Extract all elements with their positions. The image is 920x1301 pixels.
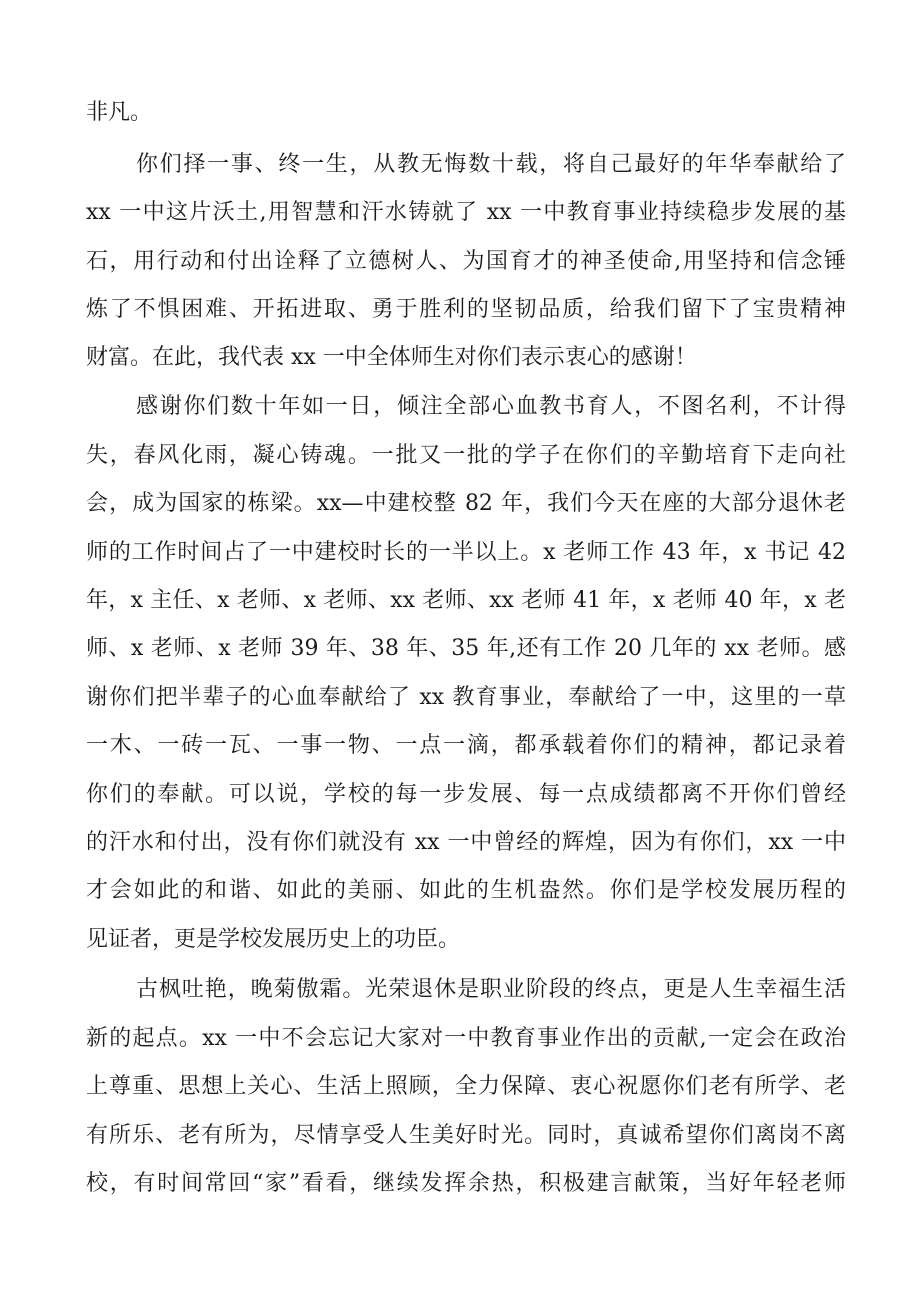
text-line: 才会如此的和谐、如此的美丽、如此的生机盎然。你们是学校发展历程的 — [86, 878, 846, 903]
text-line: 校，有时间常回“家”看看，继续发挥余热，积极建言献策，当好年轻老师 — [86, 1171, 846, 1196]
text-line: 石，用行动和付出诠释了立德树人、为国育才的神圣使命,用坚持和信念锤 — [86, 249, 846, 274]
text-line: 你们的奉献。可以说，学校的每一步发展、每一点成绩都离不开你们曾经 — [86, 782, 846, 807]
text-line: 炼了不惧困难、开拓进取、勇于胜利的坚韧品质，给我们留下了宝贵精神 — [86, 297, 846, 322]
text-line: 谢你们把半辈子的心血奉献给了 xx 教育事业，奉献给了一中，这里的一草 — [86, 685, 846, 710]
text-line: 财富。在此，我代表 xx 一中全体师生对你们表示衷心的感谢！ — [86, 345, 697, 370]
text-line: 有所乐、老有所为，尽情享受人生美好时光。同时，真诚希望你们离岗不离 — [86, 1123, 846, 1148]
text-line: xx 一中这片沃土,用智慧和汗水铸就了 xx 一中教育事业持续稳步发展的基 — [86, 200, 846, 225]
paragraph-first-line: 你们择一事、终一生，从教无悔数十载，将自己最好的年华奉献给了 — [136, 152, 846, 177]
paragraph-first-line: 感谢你们数十年如一日，倾注全部心血教书育人，不图名利，不计得 — [136, 394, 846, 419]
text-line: 会，成为国家的栋梁。xx—中建校整 82 年，我们今天在座的大部分退休老 — [86, 491, 846, 516]
text-line: 非凡。 — [86, 100, 153, 125]
text-line: 一木、一砖一瓦、一事一物、一点一滴，都承载着你们的精神，都记录着 — [86, 733, 846, 758]
text-line: 师的工作时间占了一中建校时长的一半以上。x 老师工作 43 年，x 书记 42 — [86, 540, 846, 565]
text-line: 上尊重、思想上关心、生活上照顾，全力保障、衷心祝愿你们老有所学、老 — [86, 1074, 846, 1099]
text-line: 新的起点。xx 一中不会忘记大家对一中教育事业作出的贡献,一定会在政治 — [86, 1026, 846, 1051]
text-line: 见证者，更是学校发展历史上的功臣。 — [86, 927, 461, 952]
text-line: 年，x 主任、x 老师、x 老师、xx 老师、xx 老师 41 年，x 老师 40 年，x 老 — [86, 588, 846, 613]
text-line: 师、x 老师、x 老师 39 年、38 年、35 年,还有工作 20 几年的 xx 老师。感 — [86, 636, 846, 661]
text-line: 失，春风化雨，凝心铸魂。一批又一批的学子在你们的辛勤培育下走向社 — [86, 443, 846, 468]
paragraph-first-line: 古枫吐艳，晚菊傲霜。光荣退休是职业阶段的终点，更是人生幸福生活 — [136, 977, 846, 1002]
text-line: 的汗水和付出，没有你们就没有 xx 一中曾经的辉煌，因为有你们，xx 一中 — [86, 830, 846, 855]
